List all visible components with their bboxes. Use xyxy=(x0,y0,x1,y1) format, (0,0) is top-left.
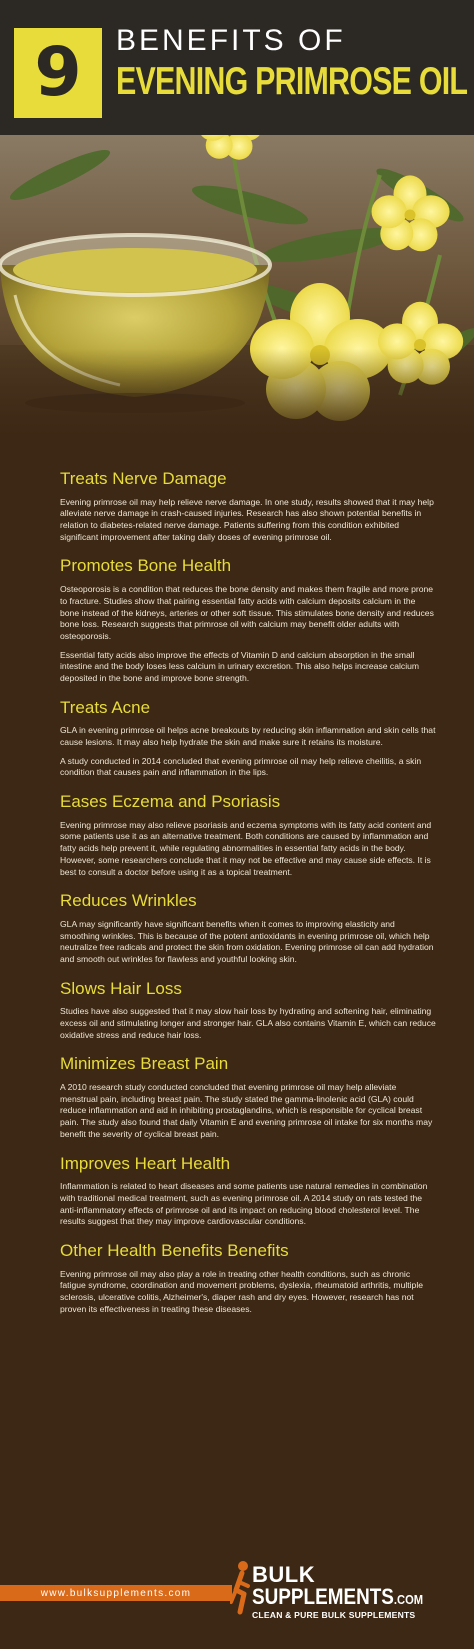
section-title: Promotes Bone Health xyxy=(60,556,232,576)
brand-name-line-2 xyxy=(252,1584,423,1610)
running-person-icon xyxy=(230,1560,252,1620)
section-title: Reduces Wrinkles xyxy=(60,891,197,911)
number-badge xyxy=(14,28,102,118)
hero-image xyxy=(0,135,474,440)
section-breast-pain xyxy=(60,1055,436,1140)
section-paragraph: A study conducted in 2014 concluded that evening primrose oil may help relieve cheilitis, a skin condition that causes pain and inflammation in the lips. xyxy=(60,755,422,778)
section-other-benefits xyxy=(60,1242,436,1315)
section-eczema-psoriasis xyxy=(60,793,436,878)
section-title: Other Health Benefits Benefits xyxy=(60,1240,289,1260)
section-title: Eases Eczema and Psoriasis xyxy=(60,792,281,812)
section-hair-loss xyxy=(60,980,436,1042)
website-url-bar[interactable] xyxy=(0,1585,232,1601)
section-paragraph: Evening primrose may also relieve psoriasis and eczema symptoms with its fatty acid content and some patients use it as an alternative treatment. Both conditions are caused by inflammation and fatty acids help prevent it, while regulating abnormalities in essential fatty acids in the body. However, some researchers conclude that it may not be effective and may cause side effects. It is best to consult a doctor before using it as a topical treatment. xyxy=(60,819,432,877)
brand-name-suffix: .COM xyxy=(393,1592,424,1607)
oil-bowl-and-flowers-illustration xyxy=(0,135,474,440)
brand-name-line-1: BULK xyxy=(252,1562,316,1587)
title-line-1: BENEFITS OF xyxy=(116,24,346,57)
website-url[interactable]: www.bulksupplements.com xyxy=(40,1587,192,1599)
number-badge-text: 9 xyxy=(34,33,82,112)
section-paragraph: Evening primrose oil may also play a role in treating other health conditions, such as chronic fatigue syndrome, coordination and movement problems, dyslexia, rheumatoid arthritis, multiple sclerosis, ulcerative colitis, Alzheimer's, diaper rash and dry eyes. However, research has not proven its effectiveness in treating these diseases. xyxy=(60,1268,424,1314)
brand-tagline: CLEAN & PURE BULK SUPPLEMENTS xyxy=(252,1610,416,1620)
section-paragraph: Osteoporosis is a condition that reduces the bone density and makes them fragile and more prone to fracture. Studies show that pairing essential fatty acids with calcium deposits calcium in the bone instead of the kidneys, arteries or other soft tissue. This stimulates bone density and reduces bone loss. Research suggests that primrose oil with calcium may benefit older adults with osteoporosis. xyxy=(60,584,434,641)
section-paragraph: Evening primrose oil may help relieve nerve damage. In one study, results showed that it may help alleviate nerve damage in crash-caused injuries. Research has also shown potential benefits in relation to diabetes-related nerve damage. Patients suffering from this condition exhibited significant improvement after taking daily doses of evening primrose oil. xyxy=(60,496,434,542)
section-title: Improves Heart Health xyxy=(60,1153,231,1173)
section-paragraph: Essential fatty acids also improve the effects of Vitamin D and calcium absorption in the small intestine and the body loses less calcium in urinary excretion. This also helps increase calcium deposited in the bone and improve bone strength. xyxy=(60,649,420,683)
section-paragraph: A 2010 research study conducted concluded that evening primrose oil may help alleviate menstrual pain, including breast pain. The study stated the gamma-linolenic acid (GLA) could reduce inflammation and aid in inhibiting prostaglandins, which is responsible for cyclical breast pain. The study also found that daily Vitamin E and evening primrose oil intake for six months may benefit the severity of cyclical breast pain. xyxy=(60,1082,433,1139)
benefits-list xyxy=(60,470,436,1329)
section-paragraph: GLA in evening primrose oil helps acne breakouts by reducing skin inflammation and skin cells that cause lesions. It may also help hydrate the skin and make sure it retains its moisture. xyxy=(60,725,436,747)
header-banner xyxy=(0,0,474,135)
section-title: Minimizes Breast Pain xyxy=(60,1054,229,1074)
section-title: Treats Acne xyxy=(60,697,151,717)
section-title: Slows Hair Loss xyxy=(60,978,182,998)
footer xyxy=(0,1560,474,1649)
title-line-2: EVENING PRIMROSE OIL xyxy=(116,60,468,103)
section-acne xyxy=(60,699,436,779)
brand-name-main: SUPPLEMENTS xyxy=(252,1584,394,1609)
section-paragraph: GLA may significantly have significant benefits when it comes to improving elasticity and smoothing wrinkles. This is because of the potent antioxidants in evening primrose oil, which help neutralize free radicals and protect the skin from oxidation. Evening primrose oil can add hydration and smooth out wrinkles for flawless and youthful looking skin. xyxy=(60,918,434,964)
section-heart-health xyxy=(60,1155,436,1228)
section-paragraph: Inflammation is related to heart diseases and some patients use natural remedies in combination with traditional medical treatment, such as evening primrose oil. A 2014 study on rats tested the anti-inflammatory effects of primrose oil and its impact on reducing blood cholesterol level. The results suggest that they may improve cardiovascular conditions. xyxy=(60,1181,428,1227)
section-bone-health xyxy=(60,557,436,684)
section-nerve-damage xyxy=(60,470,436,543)
section-title: Treats Nerve Damage xyxy=(60,469,227,488)
section-paragraph: Studies have also suggested that it may slow hair loss by hydrating and softening hair, eliminating excess oil and stimulating longer and stronger hair. GLA also contains Vitamin E, which can reduce oxidative stress and reduce hair loss. xyxy=(60,1006,436,1040)
section-wrinkles xyxy=(60,892,436,965)
